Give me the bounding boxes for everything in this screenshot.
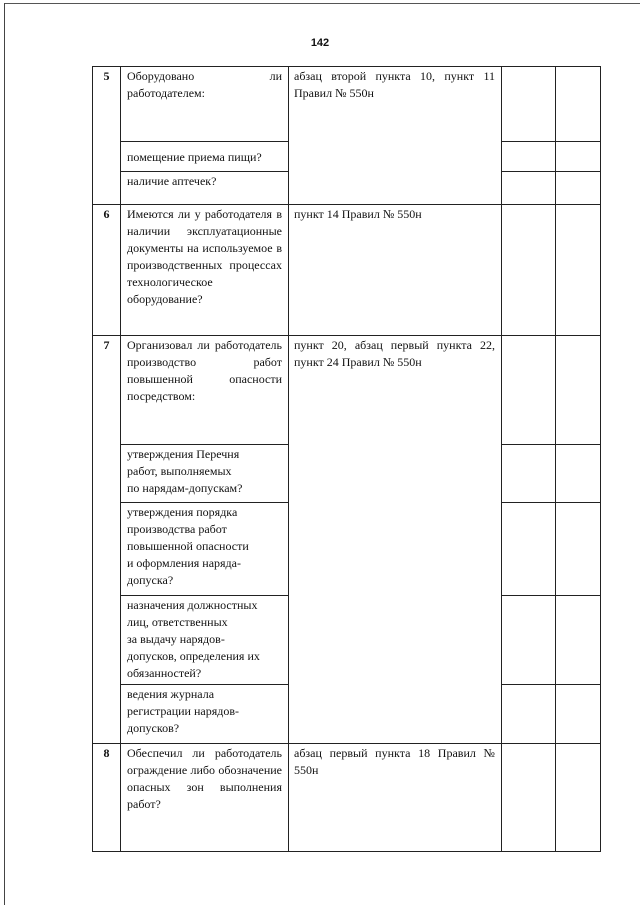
answer-cell-no <box>556 503 601 596</box>
left-edge-line <box>4 3 5 905</box>
answer-cell-yes <box>502 596 556 685</box>
answer-cell-no <box>556 142 601 172</box>
answer-cell-yes <box>502 172 556 205</box>
reference-cell: пункт 14 Правил № 550н <box>289 205 502 336</box>
row-number: 8 <box>93 744 121 852</box>
question-cell: Имеются ли у работодателя в наличии эксплуатационные документы на используемое в производственных процессах технологическое оборудование? <box>121 205 289 336</box>
answer-cell-no <box>556 205 601 336</box>
answer-cell-no <box>556 685 601 744</box>
subitem-cell: утверждения порядка производства работ повышенной опасности и оформления наряда- допуска? <box>121 503 289 596</box>
answer-cell-no <box>556 445 601 503</box>
answer-cell-yes <box>502 503 556 596</box>
reference-cell: абзац второй пункта 10, пункт 11 Правил № 550н <box>289 67 502 205</box>
answer-cell-no <box>556 67 601 142</box>
table-row <box>93 336 601 445</box>
table-row <box>93 205 601 336</box>
row-number: 6 <box>93 205 121 336</box>
answer-cell-yes <box>502 744 556 852</box>
subitem-cell: утверждения Перечня работ, выполняемых по нарядам-допускам? <box>121 445 289 503</box>
row-number: 5 <box>93 67 121 205</box>
question-cell <box>121 67 289 142</box>
reference-cell: пункт 20, абзац первый пункта 22, пункт 24 Правил № 550н <box>289 336 502 744</box>
answer-cell-no <box>556 336 601 445</box>
checklist-table <box>92 66 601 852</box>
subitem-cell: назначения должностных лиц, ответственных за выдачу нарядов- допусков, определения их обязанностей? <box>121 596 289 685</box>
question-cell: Обеспечил ли работодатель ограждение либо обозначение опасных зон выполнения работ? <box>121 744 289 852</box>
answer-cell-yes <box>502 142 556 172</box>
answer-cell-yes <box>502 445 556 503</box>
question-cell: Организовал ли работодатель производство работ повышенной опасности посредством: <box>121 336 289 445</box>
row-number: 7 <box>93 336 121 744</box>
answer-cell-yes <box>502 336 556 445</box>
answer-cell-no <box>556 596 601 685</box>
subitem-cell: наличие аптечек? <box>121 172 289 205</box>
answer-cell-no <box>556 744 601 852</box>
question-text-cont: работодателем: <box>127 86 205 100</box>
answer-cell-yes <box>502 205 556 336</box>
answer-cell-yes <box>502 67 556 142</box>
answer-cell-no <box>556 172 601 205</box>
reference-cell: абзац первый пункта 18 Правил № 550н <box>289 744 502 852</box>
answer-cell-yes <box>502 685 556 744</box>
top-edge-line <box>4 3 640 4</box>
table-row <box>93 67 601 142</box>
subitem-cell: ведения журнала регистрации нарядов- допусков? <box>121 685 289 744</box>
page-number: 142 <box>310 37 330 49</box>
question-text: Оборудовано ли <box>127 69 282 83</box>
table-row <box>93 744 601 852</box>
subitem-cell: помещение приема пищи? <box>121 142 289 172</box>
